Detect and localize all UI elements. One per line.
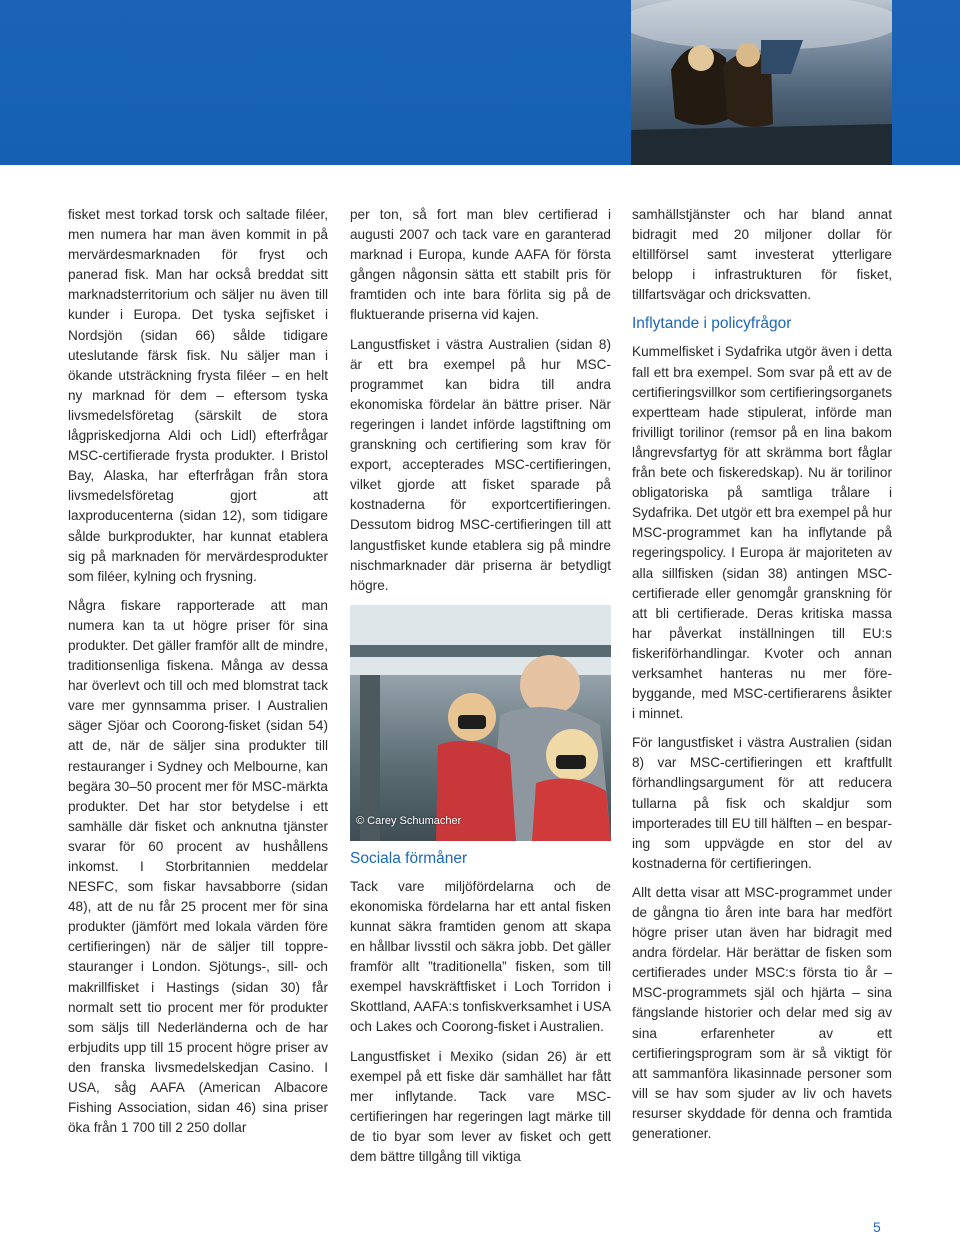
body-paragraph: För langustfisket i västra Australien (sidan 8) var MSC-certifieringen ett kraftfullt förhandlingsargument för att reducera tullarna på fisk och skaldjur som importerades till EU till hälften – en besparing som uppvägde en stor del av kostnaderna för certifieringen. xyxy=(632,735,892,871)
body-paragraph: Allt detta visar att MSC-programmet under de gångna tio åren inte bara har medfört högre priser utan även har bidragit med andra fördelar. Här berättar de fisken som certifierades under MSC:s första tio år – MSC-programmets själ och hjärta – sina fängslande historier och delar med sig av sina erfarenheter av ett certifieringsprogram som är så viktigt för att sammanföra likasinnade personer som vill se hav som sjuder av liv och havets resurser skyddade för denna och framtida generationer. xyxy=(632,884,892,1142)
family-photo-graphic xyxy=(350,605,611,841)
page-number: 5 xyxy=(873,1219,881,1235)
body-paragraph: Kummelfisket i Sydafrika utgör även i detta fall ett bra exempel. Som svar på ett av de certifieringsvillkor som certifieringsorganets expertteam hade stipulerat, införde man frivilligt torilinor (remsor på en lina bakom långrevsfartyg för att skrämma bort fåglar från bete och fiskeredskap). Nu är torilinor obligatoriska på samtliga trålare i Sydafrika. Det utgör ett bra exempel på hur MSC-programmet kan ha inflytande på regeringspolicy. I Europa är majoriteten av alla sillfisken (sidan 38) antingen MSC-certifierade eller genomgår granskning för att bli certifierade. Deras kritiska massa har påverkat inställningen till EU:s fiskeriförhandlingar. Kvoter och annan verksamhet hanteras nu mer förebyggande, med MSC-certifierarens åsikter i minnet. xyxy=(632,344,892,722)
section-heading: Inflytande i policyfrågor xyxy=(632,315,792,333)
family-binoculars-photo xyxy=(350,605,611,841)
column-3 xyxy=(632,205,892,1153)
body-paragraph: fisket mest torkad torsk och saltade filéer, men numera har man även kommit in på mervärdesmarknaden för fryst och panerad fisk. Man har också breddat sitt marknadsterritorium och säljer nu även till kunder i Europa. Det tyska sejfisket i Nordsjön (sidan 66) sålde tidigare uteslutande färsk fisk. Nu säljer man i ökande utsträckning frysta filéer – en helt ny marknad för dem – eftersom tyska livsmedelsföretag (särskilt de stora lågpriskedjorna Aldi och Lidl) efterfrågar MSC-certifierade frysta produkter. I Bristol Bay, Alaska, har efterfrågan från stora livsmedelsföretag gjort att laxproducenterna (sidan 12), som tidigare sålde burkprodukter, har kunnat etablera sig på marknaden för mervärdesprodukter som filéer, kylning och frysning. xyxy=(68,207,328,584)
section-heading: Sociala förmåner xyxy=(350,849,468,867)
column-2 xyxy=(350,205,611,1176)
column-1 xyxy=(68,205,328,1147)
body-paragraph: samhällstjänster och har bland annat bidragit med 20 miljoner dollar för eltillförsel samt investerat ytterligare belopp i infrastrukturen för fisket, tillfartsvägar och dricksvatten. xyxy=(632,207,892,303)
boat-photo xyxy=(631,0,892,165)
body-paragraph: per ton, så fort man blev certifierad i augusti 2007 och tack vare en garanterad marknad i Europa, kunde AAFA för första gången någonsin sätta ett stabilt pris för framtiden och inte bara förlita sig på de fluktuerande priserna vid kajen. xyxy=(350,207,611,323)
body-paragraph: Langustfisket i Mexiko (sidan 26) är ett exempel på ett fiske där samhället har fått mer inflytande. Tack vare MSC-certifieringen har regeringen lagt märke till de tio byar som lever av fisket och gett dem bättre tillgång till viktiga xyxy=(350,1048,611,1164)
body-paragraph: Tack vare miljöfördelarna och de ekonomiska fördelarna har ett antal fisken kunnat säkra framtiden genom att skapa en hållbar livsstil och säkra jobb. Det gäller framför allt ”traditionella” fisken, som till exempel havskräftfisket i Loch Torridon i Skottland, AAFA:s tonfiskverksamhet i USA och Lakes och Coorong-fisket i Australien. xyxy=(350,878,611,1035)
body-paragraph: Några fiskare rapporterade att man numera kan ta ut högre priser för sina produkter. Det gäller framför allt de mindre, traditionsenliga fiskena. Många av dessa har överlevt och till och med blomstrat tack vare mer gynnsamma priser. I Australien säger Sjöar och Coorong-fisket (sidan 54) att de, när de säljer sina produkter till restauranger i Sydney och Melbourne, kan begära 30–50 procent mer för MSC-märkta produkter. Det har stor betydelse i ett samhälle där fisket och anknutna tjänster svarar för 60 procent av hushållens inkomst. I Storbritannien meddelar NESFC, som fiskar havsabborre (sidan 48), att de nu får 25 procent mer för sina produkter (jämfört med lokala värden före certifieringen) när de säljer till topprestauranger i London. Sjötungs-, sill- och makrillfisket i Hastings (sidan 30) får normalt sett tio procent mer för produkter som säljs till Nederländerna och de har erbjudits upp till 15 procent högre priser av den franska livsmedelskedjan Casino. I USA, såg AAFA (American Albacore Fishing Association, sidan 46) sina priser öka från 1 700 till 2 250 dollar xyxy=(68,597,328,1136)
boat-photo-graphic xyxy=(631,0,892,165)
photo-credit: © Carey Schumacher xyxy=(356,814,462,827)
body-paragraph: Langustfisket i västra Australien (sidan 8) är ett bra exempel på hur MSC-programmet kan bidra till andra ekonomiska fördelar än bättre priser. När regeringen i landet införde lagstiftning om granskning och certifiering som krav för export, accepterades MSC-certifieringen, vilket gjorde att fisket sparade på kostnaderna för exportcertifieringen. Dessutom bidrog MSC-certifieringen till att langustfisket kunde etablera sig på mindre nischmarknader där priserna är betydligt högre. xyxy=(350,336,611,593)
